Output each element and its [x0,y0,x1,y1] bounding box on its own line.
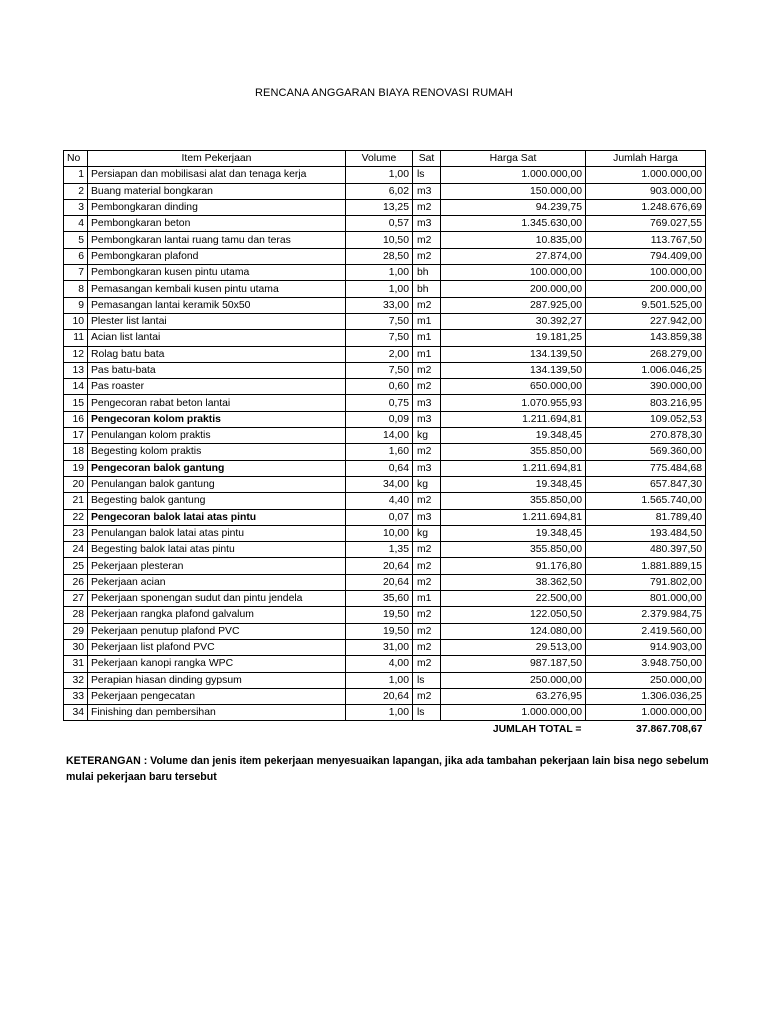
cell-no: 12 [64,346,88,362]
cell-item: Pengecoran kolom praktis [88,411,346,427]
table-row [64,460,706,476]
cell-harga: 1.000.000,00 [441,705,586,721]
header-volume: Volume [346,151,413,167]
table-body [64,167,706,721]
cell-harga: 1.000.000,00 [441,167,586,183]
cell-no: 31 [64,656,88,672]
cell-item: Pekerjaan kanopi rangka WPC [88,656,346,672]
cell-no: 10 [64,313,88,329]
cell-sat: m2 [413,232,441,248]
cell-harga: 1.211.694,81 [441,509,586,525]
cell-sat: bh [413,281,441,297]
table-row [64,281,706,297]
cell-harga: 10.835,00 [441,232,586,248]
cell-volume: 20,64 [346,688,413,704]
cell-jumlah: 914.903,00 [586,639,706,655]
table-row [64,542,706,558]
cell-item: Rolag batu bata [88,346,346,362]
cell-harga: 987.187,50 [441,656,586,672]
cell-sat: m2 [413,379,441,395]
cell-jumlah: 100.000,00 [586,265,706,281]
cell-sat: m2 [413,558,441,574]
cell-harga: 30.392,27 [441,313,586,329]
cell-item: Pekerjaan list plafond PVC [88,639,346,655]
header-item: Item Pekerjaan [88,151,346,167]
cell-item: Begesting kolom praktis [88,444,346,460]
cell-volume: 2,00 [346,346,413,362]
cell-volume: 4,40 [346,493,413,509]
cell-jumlah: 1.248.676,69 [586,199,706,215]
cell-jumlah: 1.006.046,25 [586,362,706,378]
cell-harga: 122.050,50 [441,607,586,623]
cell-sat: m2 [413,623,441,639]
cell-jumlah: 390.000,00 [586,379,706,395]
cell-harga: 650.000,00 [441,379,586,395]
cell-sat: ls [413,167,441,183]
table-row [64,444,706,460]
cell-harga: 134.139,50 [441,362,586,378]
cell-harga: 19.348,45 [441,525,586,541]
cell-no: 17 [64,428,88,444]
cell-item: Pengecoran rabat beton lantai [88,395,346,411]
cell-harga: 200.000,00 [441,281,586,297]
table-row [64,395,706,411]
cell-volume: 10,50 [346,232,413,248]
cell-item: Pembongkaran lantai ruang tamu dan teras [88,232,346,248]
cell-jumlah: 903.000,00 [586,183,706,199]
table-row [64,705,706,721]
table-row [64,558,706,574]
cell-no: 34 [64,705,88,721]
cell-jumlah: 109.052,53 [586,411,706,427]
table-row [64,297,706,313]
cell-item: Pekerjaan pengecatan [88,688,346,704]
table-row [64,493,706,509]
cell-no: 19 [64,460,88,476]
cell-jumlah: 2.419.560,00 [586,623,706,639]
cell-item: Pekerjaan rangka plafond galvalum [88,607,346,623]
cell-no: 3 [64,199,88,215]
table-row [64,672,706,688]
cell-no: 18 [64,444,88,460]
cell-item: Pembongkaran dinding [88,199,346,215]
table-row [64,232,706,248]
cell-sat: ls [413,672,441,688]
cell-no: 13 [64,362,88,378]
cell-volume: 0,07 [346,509,413,525]
cell-item: Pekerjaan penutup plafond PVC [88,623,346,639]
table-row [64,265,706,281]
table-row [64,248,706,264]
cell-sat: m2 [413,542,441,558]
cell-sat: kg [413,476,441,492]
table-row [64,362,706,378]
cell-volume: 4,00 [346,656,413,672]
table-row [64,639,706,655]
cell-harga: 22.500,00 [441,591,586,607]
total-value: 37.867.708,67 [636,723,703,735]
cell-sat: m3 [413,216,441,232]
cell-volume: 1,00 [346,281,413,297]
cell-sat: m3 [413,411,441,427]
cell-item: Penulangan balok latai atas pintu [88,525,346,541]
cell-volume: 1,35 [346,542,413,558]
cell-no: 33 [64,688,88,704]
cell-sat: m1 [413,330,441,346]
cell-harga: 29.513,00 [441,639,586,655]
cell-volume: 33,00 [346,297,413,313]
cell-no: 16 [64,411,88,427]
cell-no: 2 [64,183,88,199]
cell-harga: 19.181,25 [441,330,586,346]
cell-harga: 1.211.694,81 [441,460,586,476]
cell-no: 6 [64,248,88,264]
cell-no: 7 [64,265,88,281]
cell-jumlah: 270.878,30 [586,428,706,444]
cell-sat: m2 [413,493,441,509]
cell-item: Pengecoran balok gantung [88,460,346,476]
cell-volume: 0,57 [346,216,413,232]
cell-volume: 1,00 [346,672,413,688]
cell-volume: 20,64 [346,574,413,590]
cell-sat: m3 [413,395,441,411]
cell-no: 30 [64,639,88,655]
cell-item: Pekerjaan acian [88,574,346,590]
cell-item: Pembongkaran plafond [88,248,346,264]
cell-jumlah: 1.000.000,00 [586,705,706,721]
cell-no: 5 [64,232,88,248]
cell-sat: ls [413,705,441,721]
cell-item: Begesting balok gantung [88,493,346,509]
cell-item: Persiapan dan mobilisasi alat dan tenaga kerja [88,167,346,183]
cell-no: 26 [64,574,88,590]
cell-harga: 19.348,45 [441,428,586,444]
cell-sat: kg [413,428,441,444]
cell-harga: 250.000,00 [441,672,586,688]
cell-jumlah: 1.000.000,00 [586,167,706,183]
cell-volume: 34,00 [346,476,413,492]
cell-item: Pas batu-bata [88,362,346,378]
cell-jumlah: 794.409,00 [586,248,706,264]
cell-sat: m2 [413,297,441,313]
header-jumlah: Jumlah Harga [586,151,706,167]
cell-volume: 1,00 [346,167,413,183]
cell-sat: m2 [413,639,441,655]
cell-volume: 7,50 [346,330,413,346]
cell-item: Perapian hiasan dinding gypsum [88,672,346,688]
cell-jumlah: 193.484,50 [586,525,706,541]
table-row [64,476,706,492]
cell-item: Pemasangan kembali kusen pintu utama [88,281,346,297]
cell-harga: 27.874,00 [441,248,586,264]
cell-volume: 0,60 [346,379,413,395]
cell-item: Pembongkaran kusen pintu utama [88,265,346,281]
cell-harga: 150.000,00 [441,183,586,199]
cell-volume: 1,60 [346,444,413,460]
table-row [64,607,706,623]
cell-harga: 134.139,50 [441,346,586,362]
cell-jumlah: 143.859,38 [586,330,706,346]
cell-sat: m2 [413,607,441,623]
cell-item: Acian list lantai [88,330,346,346]
cell-volume: 28,50 [346,248,413,264]
table-row [64,330,706,346]
cell-item: Pekerjaan sponengan sudut dan pintu jendela [88,591,346,607]
cell-jumlah: 2.379.984,75 [586,607,706,623]
table-row [64,313,706,329]
cell-volume: 19,50 [346,623,413,639]
cell-sat: m2 [413,656,441,672]
cell-volume: 0,75 [346,395,413,411]
cell-jumlah: 200.000,00 [586,281,706,297]
table-row [64,428,706,444]
cell-sat: m2 [413,362,441,378]
header-no: No [64,151,88,167]
table-row [64,167,706,183]
cell-harga: 124.080,00 [441,623,586,639]
cell-no: 15 [64,395,88,411]
cell-volume: 19,50 [346,607,413,623]
cell-item: Penulangan balok gantung [88,476,346,492]
table-row [64,591,706,607]
cell-jumlah: 1.565.740,00 [586,493,706,509]
cell-sat: m3 [413,460,441,476]
cell-item: Buang material bongkaran [88,183,346,199]
cell-jumlah: 227.942,00 [586,313,706,329]
cell-harga: 19.348,45 [441,476,586,492]
cell-no: 25 [64,558,88,574]
cell-volume: 35,60 [346,591,413,607]
cell-no: 1 [64,167,88,183]
cell-harga: 1.211.694,81 [441,411,586,427]
cell-item: Pas roaster [88,379,346,395]
cell-harga: 1.070.955,93 [441,395,586,411]
cell-sat: m1 [413,346,441,362]
total-label: JUMLAH TOTAL = [492,723,582,735]
cell-volume: 1,00 [346,705,413,721]
cell-jumlah: 769.027,55 [586,216,706,232]
cell-volume: 20,64 [346,558,413,574]
cell-jumlah: 3.948.750,00 [586,656,706,672]
cell-item: Begesting balok latai atas pintu [88,542,346,558]
cell-volume: 1,00 [346,265,413,281]
cell-volume: 7,50 [346,313,413,329]
cell-jumlah: 81.789,40 [586,509,706,525]
cell-sat: m2 [413,199,441,215]
cell-item: Finishing dan pembersihan [88,705,346,721]
cell-jumlah: 1.881.889,15 [586,558,706,574]
cell-no: 23 [64,525,88,541]
cell-harga: 355.850,00 [441,493,586,509]
cell-jumlah: 657.847,30 [586,476,706,492]
cell-jumlah: 268.279,00 [586,346,706,362]
cell-sat: m2 [413,688,441,704]
cell-volume: 7,50 [346,362,413,378]
cell-harga: 287.925,00 [441,297,586,313]
cell-no: 4 [64,216,88,232]
table-row [64,509,706,525]
cell-sat: m2 [413,248,441,264]
cell-no: 24 [64,542,88,558]
budget-table [63,150,706,737]
cell-item: Penulangan kolom praktis [88,428,346,444]
cell-harga: 63.276,95 [441,688,586,704]
cell-no: 20 [64,476,88,492]
table-row [64,346,706,362]
table-row [64,379,706,395]
cell-no: 27 [64,591,88,607]
cell-item: Pengecoran balok latai atas pintu [88,509,346,525]
cell-harga: 94.239,75 [441,199,586,215]
cell-jumlah: 775.484,68 [586,460,706,476]
table-row [64,199,706,215]
table-header-row [64,151,706,167]
cell-sat: m3 [413,183,441,199]
table-row [64,623,706,639]
cell-harga: 355.850,00 [441,542,586,558]
cell-harga: 355.850,00 [441,444,586,460]
table-row [64,574,706,590]
cell-sat: m2 [413,574,441,590]
cell-jumlah: 480.397,50 [586,542,706,558]
cell-volume: 10,00 [346,525,413,541]
cell-sat: m2 [413,444,441,460]
cell-sat: kg [413,525,441,541]
cell-no: 22 [64,509,88,525]
cell-no: 21 [64,493,88,509]
table-row [64,688,706,704]
cell-jumlah: 569.360,00 [586,444,706,460]
cell-jumlah: 113.767,50 [586,232,706,248]
cell-no: 32 [64,672,88,688]
cell-item: Plester list lantai [88,313,346,329]
total-row [64,721,706,737]
cell-item: Pemasangan lantai keramik 50x50 [88,297,346,313]
cell-harga: 1.345.630,00 [441,216,586,232]
cell-volume: 14,00 [346,428,413,444]
cell-no: 11 [64,330,88,346]
cell-sat: m1 [413,313,441,329]
note-text: KETERANGAN : Volume dan jenis item pekerjaan menyesuaikan lapangan, jika ada tambahan pekerjaan lain bisa nego sebelum mulai pekerjaan baru tersebut [66,755,709,783]
cell-harga: 38.362,50 [441,574,586,590]
cell-volume: 31,00 [346,639,413,655]
header-sat: Sat [413,151,441,167]
cell-no: 29 [64,623,88,639]
cell-harga: 100.000,00 [441,265,586,281]
cell-no: 9 [64,297,88,313]
cell-no: 14 [64,379,88,395]
cell-jumlah: 801.000,00 [586,591,706,607]
table-row [64,183,706,199]
header-harga: Harga Sat [441,151,586,167]
cell-no: 8 [64,281,88,297]
cell-jumlah: 1.306.036,25 [586,688,706,704]
table-row [64,525,706,541]
cell-volume: 13,25 [346,199,413,215]
cell-jumlah: 791.802,00 [586,574,706,590]
cell-harga: 91.176,80 [441,558,586,574]
cell-volume: 0,09 [346,411,413,427]
table-row [64,656,706,672]
document-title: RENCANA ANGGARAN BIAYA RENOVASI RUMAH [255,87,513,99]
cell-sat: bh [413,265,441,281]
cell-no: 28 [64,607,88,623]
cell-jumlah: 803.216,95 [586,395,706,411]
cell-volume: 0,64 [346,460,413,476]
cell-sat: m3 [413,509,441,525]
cell-item: Pekerjaan plesteran [88,558,346,574]
table-row [64,411,706,427]
cell-jumlah: 9.501.525,00 [586,297,706,313]
table-row [64,216,706,232]
cell-sat: m1 [413,591,441,607]
cell-volume: 6,02 [346,183,413,199]
cell-item: Pembongkaran beton [88,216,346,232]
cell-jumlah: 250.000,00 [586,672,706,688]
